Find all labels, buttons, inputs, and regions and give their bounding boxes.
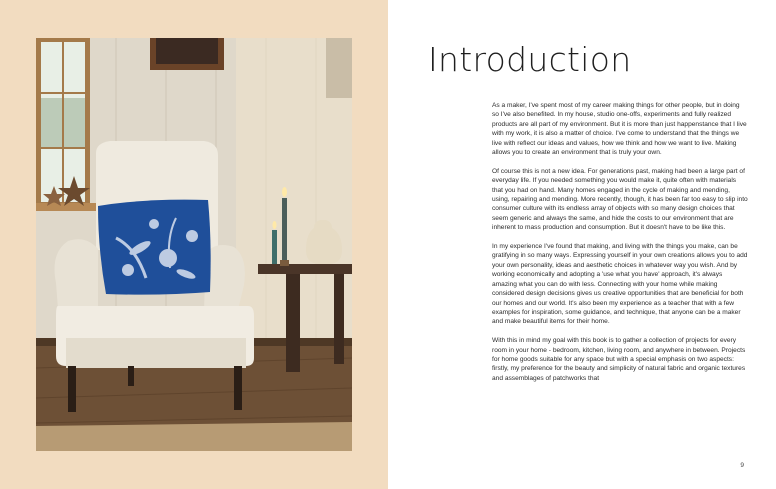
paragraph: As a maker, I've spent most of my career making things for other people, but in doing so I've also benefited. In my house, studio one-offs, experiments and fully realized products are all part of my environment. But it is more than just happenstance that I live with my work, it is also a matter of choice. I've come to understand that the things we live with reflect our ideas and values, how we think and how we want to live. Making allows you to create an environment that is truly your own. — [492, 102, 747, 157]
page-title: Introduction — [428, 40, 632, 79]
paragraph: Of course this is not a new idea. For generations past, making had been a large part of everyday life. If you needed something you would make it, quite often with materials that you had on hand. Many homes engaged in the cycle of making and mending, using, repairing and mending. More recently, though, it has been far too easy to slip into consumer culture with its endless array of objects with so many design choices that seem generic and always the same, and hide the costs to our environment that are inherent to mass production and consumption. But it doesn't have to be like this. — [492, 167, 748, 232]
body-text — [492, 101, 748, 393]
paragraph: In my experience I've found that making, and living with the things you make, can be gratifying in so many ways. Expressing yourself in your own creations allows you to add your own personality, ideas and aesthetic choices in whatever way you wish. And by working economically and adopting a 'use what you have' approach, it's always amazing what you can do with less. Connecting with your home while making considered design decisions gives us creative opportunities that are beneficial for both our homes and our world. It's also been my experience as a teacher that with a few examples for inspiration, some guidance, and technique, that anyone can be a maker and make beautiful items for their home. — [492, 243, 748, 326]
paragraph: With this in mind my goal with this book is to gather a collection of projects for every room in your home - bedroom, kitchen, living room, and anywhere in between. Projects for home goods suitable for any space but with a special emphasis on two aspects: firstly, my preference for the beauty and simplicity of natural fabric and organic textures and assemblages of patchworks that — [492, 337, 746, 382]
page-number: 9 — [740, 462, 744, 469]
interior-photo — [36, 38, 352, 451]
right-page — [388, 0, 776, 489]
